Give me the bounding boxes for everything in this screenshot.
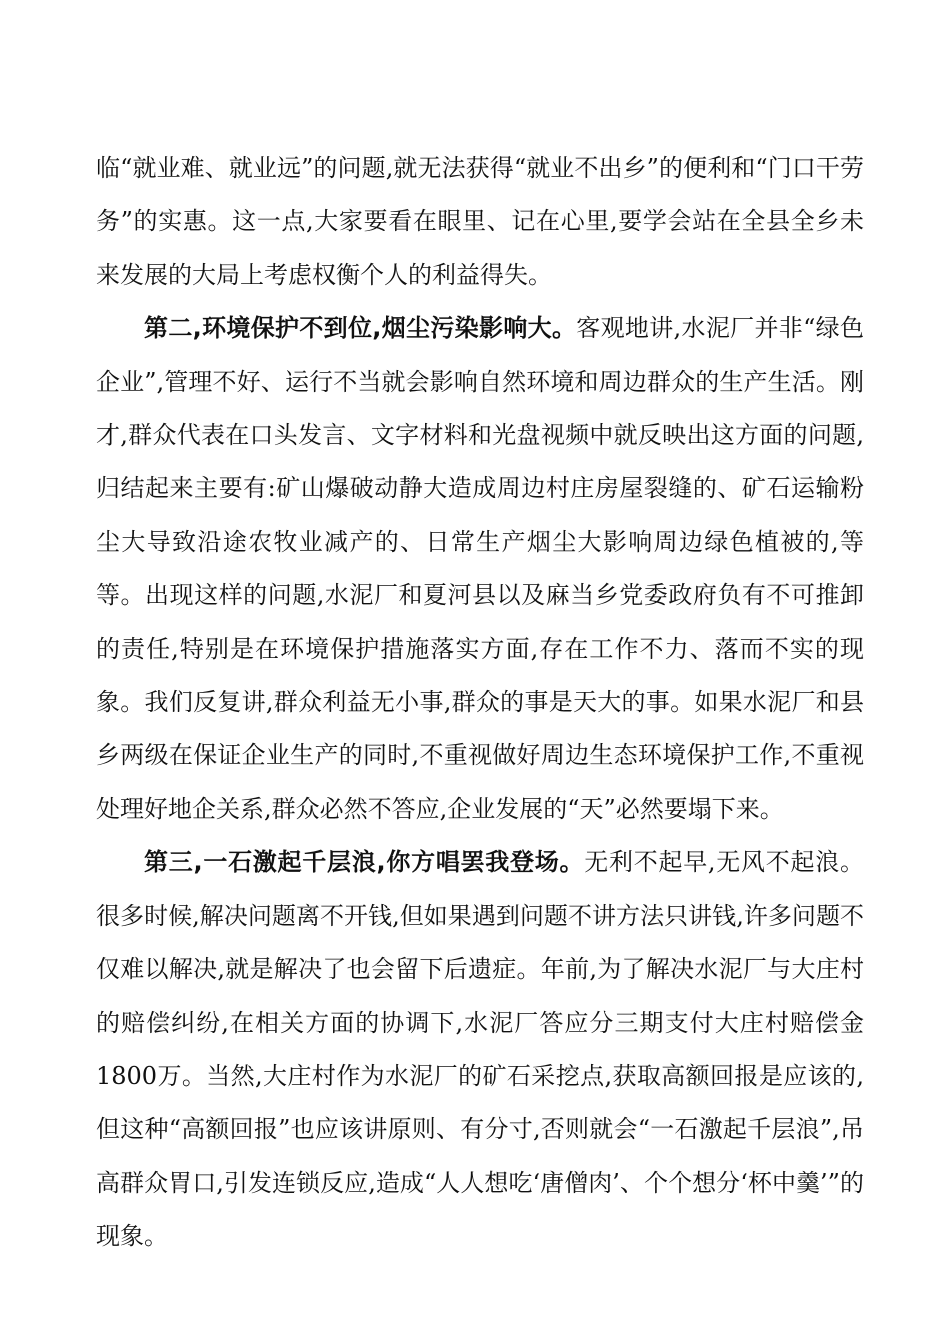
paragraph-text: 客观地讲,水泥厂并非“绿色企业”,管理不好、运行不当就会影响自然环境和周边群众的生产生活。刚才,群众代表在口头发言、文字材料和光盘视频中就反映出这方面的问题,归结起来主要有:矿山爆破动静大造成周边村庄房屋裂缝的、矿石运输粉尘大导致沿途农牧业减产的、日常生产烟尘大影响周边绿色植被的,等等。出现这样的问题,水泥厂和夏河县以及麻当乡党委政府负有不可推卸的责任,特别是在环境保护措施落实方面,存在工作不力、落而不实的现象。我们反复讲,群众利益无小事,群众的事是天大的事。如果水泥厂和县乡两级在保证企业生产的同时,不重视做好周边生态环境保护工作,不重视处理好地企关系,群众必然不答应,企业发展的“天”必然要塌下来。	[96, 314, 864, 823]
document-body	[96, 142, 864, 1264]
paragraph-continuation	[96, 142, 864, 302]
paragraph-text: 无利不起早,无风不起浪。很多时候,解决问题离不开钱,但如果遇到问题不讲方法只讲钱,许多问题不仅难以解决,就是解决了也会留下后遗症。年前,为了解决水泥厂与大庄村的赔偿纠纷,在相关方面的协调下,水泥厂答应分三期支付大庄村赔偿金1800万。当然,大庄村作为水泥厂的矿石采挖点,获取高额回报是应该的,但这种“高额回报”也应该讲原则、有分寸,否则就会“一石激起千层浪”,吊高群众胃口,引发连锁反应,造成“人人想吃‘唐僧肉’、个个想分‘杯中羹’”的现象。	[96, 848, 864, 1251]
paragraph-lead: 第三,一石激起千层浪,你方唱罢我登场。	[144, 848, 585, 877]
paragraph-text: 临“就业难、就业远”的问题,就无法获得“就业不出乡”的便利和“门口干劳务”的实惠。这一点,大家要看在眼里、记在心里,要学会站在全县全乡未来发展的大局上考虑权衡个人的利益得失。	[96, 154, 864, 289]
paragraph-lead: 第二,环境保护不到位,烟尘污染影响大。	[144, 314, 577, 343]
paragraph-third-point	[96, 836, 864, 1263]
paragraph-second-point	[96, 302, 864, 836]
